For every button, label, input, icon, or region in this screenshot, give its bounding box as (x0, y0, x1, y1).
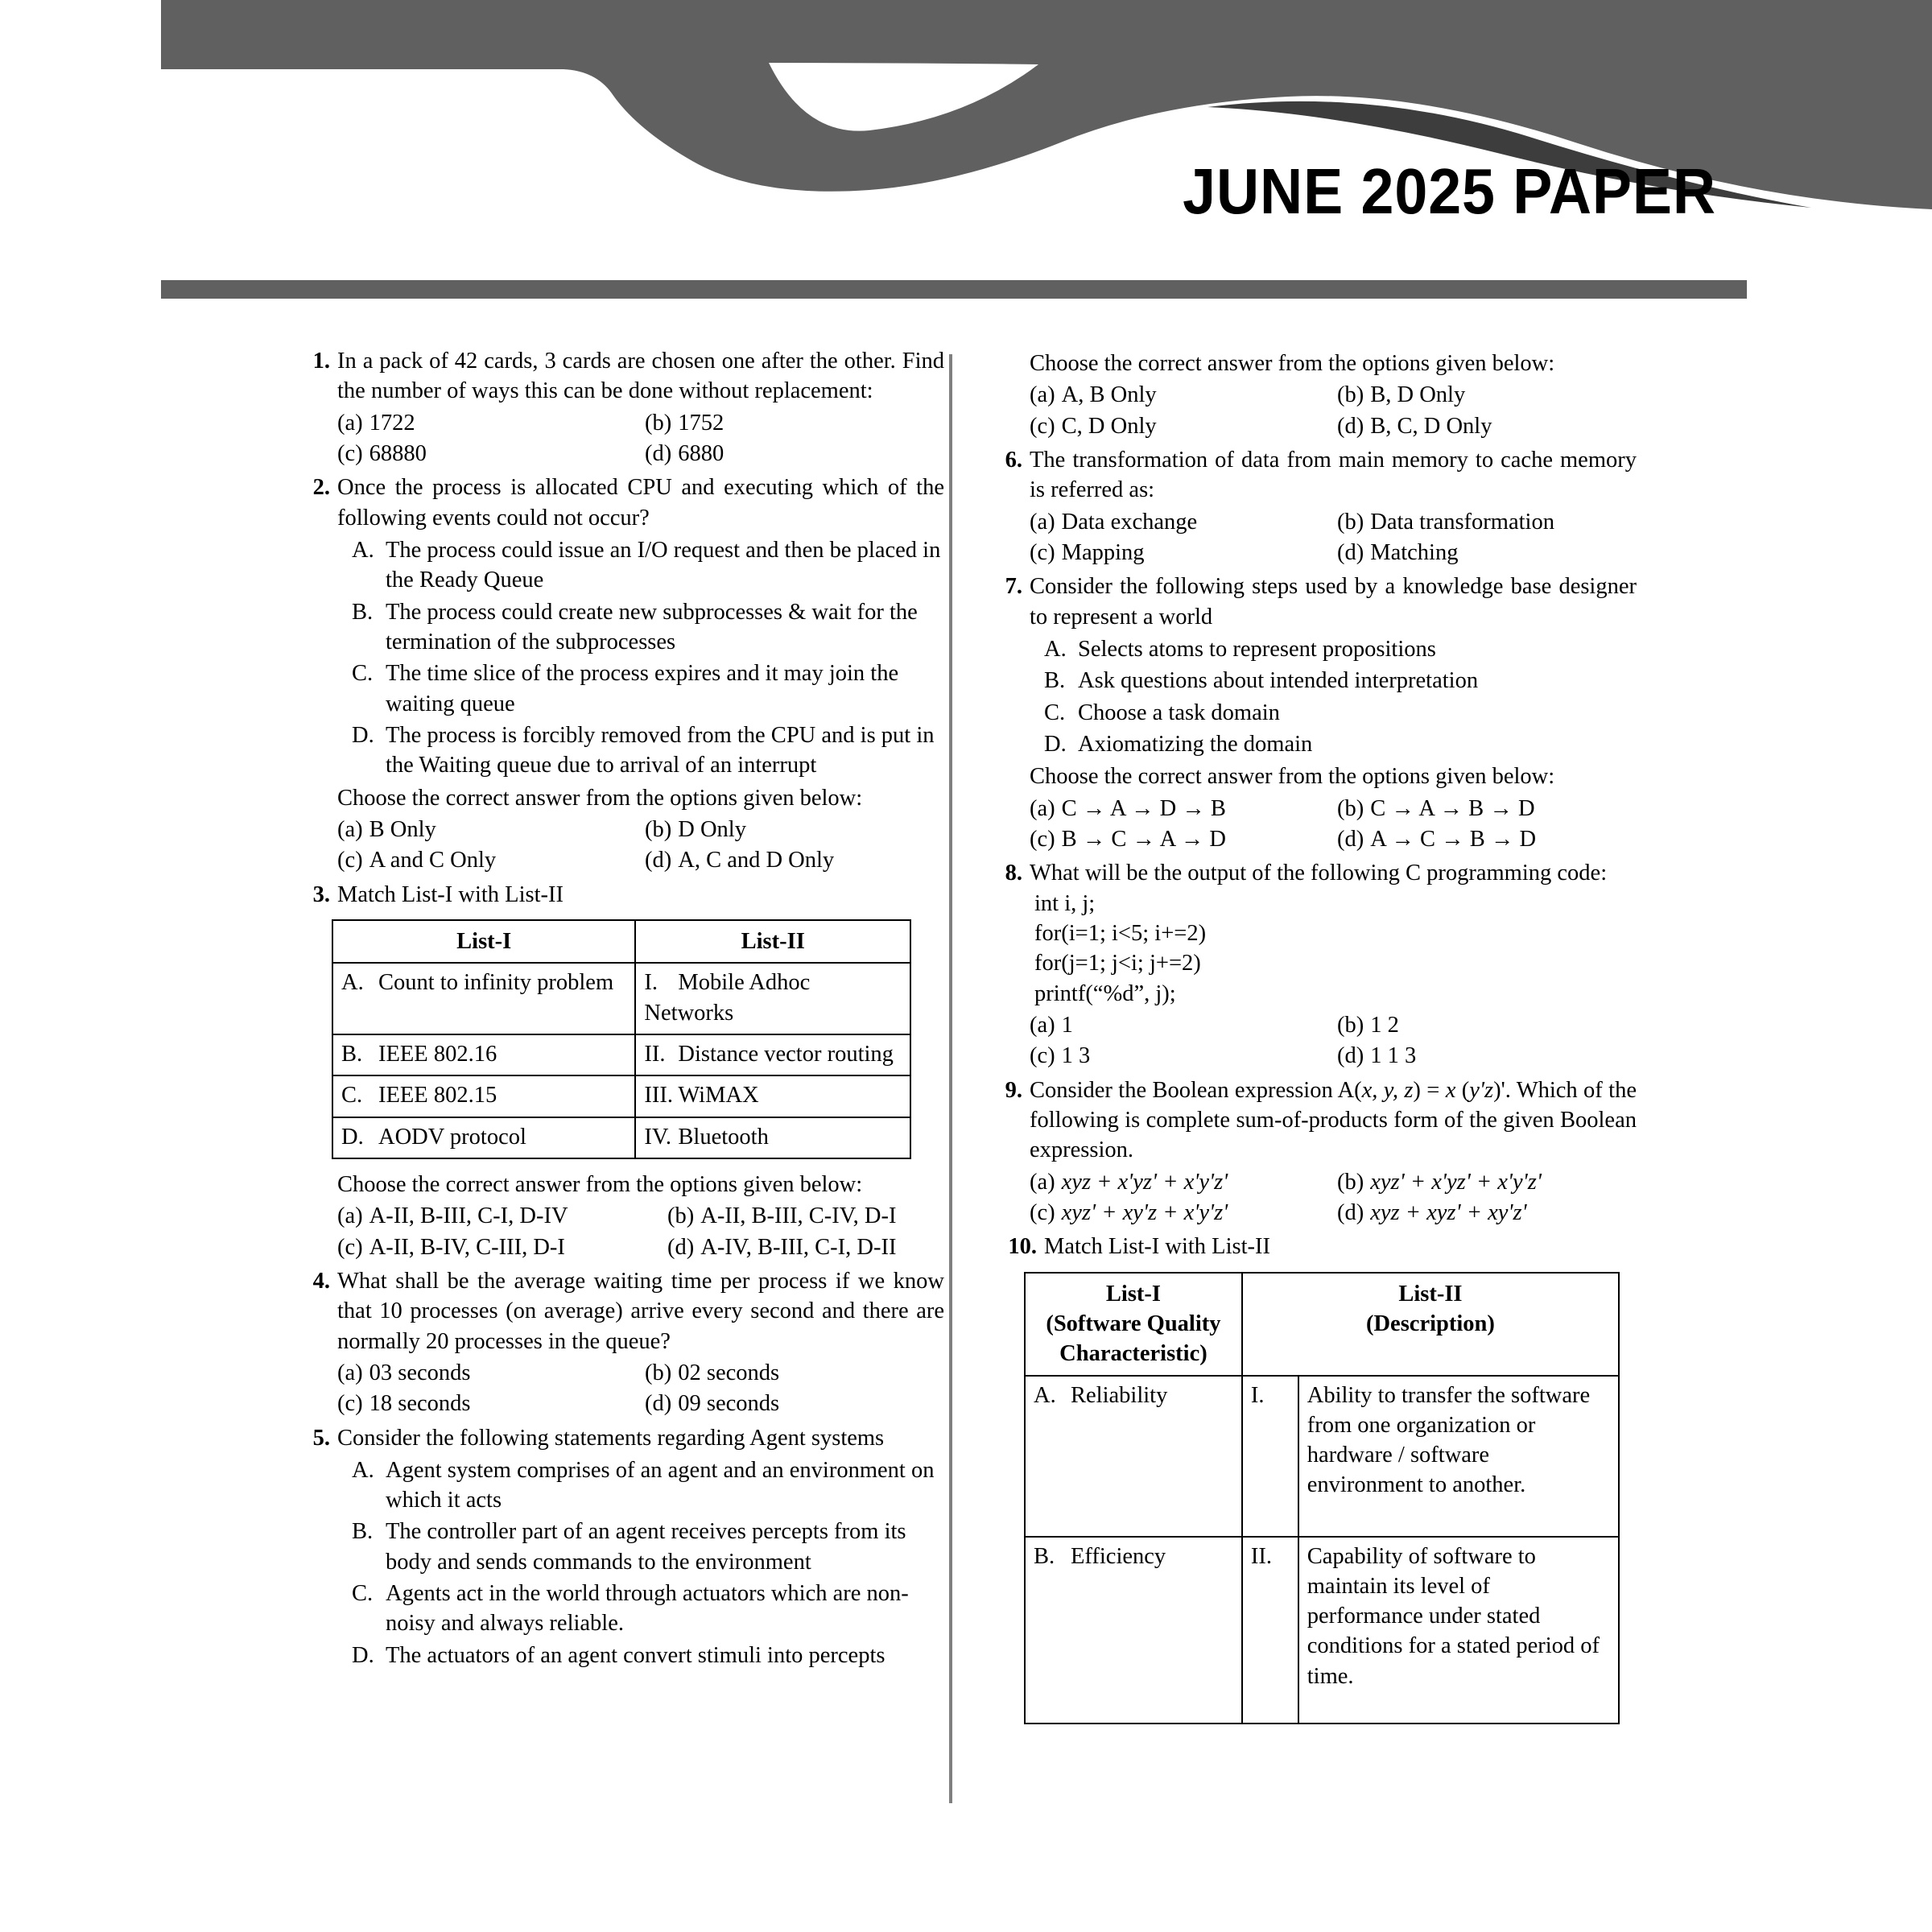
option-b[interactable] (667, 1201, 944, 1231)
statement-label: B. (352, 599, 374, 625)
statement-label: A. (352, 1457, 374, 1483)
option-value: 1 1 3 (1370, 1043, 1417, 1069)
option-a[interactable] (1030, 794, 1329, 824)
table-cell-left (332, 963, 635, 1034)
option-key: (d) (1337, 1043, 1364, 1069)
column-header-list-ii (1242, 1273, 1619, 1376)
option-value: 1722 (369, 410, 415, 436)
options-grid (1030, 507, 1637, 568)
statement-text: The controller part of an agent receives percepts from its body and sends commands to the environment (386, 1519, 906, 1575)
row-text: Efficiency (1071, 1543, 1166, 1569)
option-d[interactable] (1337, 538, 1637, 568)
row-label: II. (644, 1041, 666, 1067)
option-c[interactable] (337, 845, 637, 875)
choose-answer-line: Choose the correct answer from the options given below: (337, 785, 863, 811)
statement-item (352, 1455, 944, 1516)
right-column (997, 346, 1637, 1732)
option-c[interactable] (1030, 411, 1329, 441)
option-key: (c) (337, 848, 363, 873)
question-stem: Consider the following statements regarding Agent systems (337, 1425, 885, 1451)
option-key: (a) (1030, 795, 1055, 821)
option-d[interactable] (645, 1389, 944, 1418)
question-5-continued (997, 346, 1637, 441)
statement-item (1044, 634, 1637, 664)
table-cell-left (332, 1117, 635, 1158)
statement-label: A. (1044, 636, 1067, 662)
option-d[interactable] (645, 845, 944, 875)
option-a[interactable] (337, 1358, 637, 1388)
option-value: 09 seconds (678, 1391, 780, 1417)
option-d[interactable] (1337, 1198, 1637, 1228)
header-divider-rule (161, 280, 1747, 299)
option-value: xyz + x'yz' + x'y'z' (1061, 1169, 1228, 1195)
option-key: (a) (337, 1203, 363, 1229)
question-stem: What shall be the average waiting time per process if we know that 10 processes (on average) arrive every second and there are normally 20 processes in the queue? (337, 1268, 944, 1354)
option-value: B, D Only (1370, 382, 1466, 408)
question-number: 2. (312, 475, 330, 501)
option-c[interactable] (337, 1232, 659, 1262)
statement-label: B. (352, 1519, 374, 1545)
stem-variables: x, y, z (1361, 1077, 1414, 1103)
option-key: (b) (1337, 382, 1364, 408)
question-9 (997, 1075, 1637, 1228)
question-number: 5. (312, 1425, 330, 1451)
option-key: (b) (1337, 1169, 1364, 1195)
table-cell-right (635, 963, 910, 1034)
question-8 (997, 858, 1637, 1071)
row-label: A. (1034, 1382, 1056, 1408)
table-cell-right (635, 1117, 910, 1158)
option-c[interactable] (1030, 824, 1329, 854)
option-key: (a) (1030, 1012, 1055, 1038)
option-b[interactable] (1337, 1167, 1637, 1197)
statement-text: Agent system comprises of an agent and an environment on which it acts (386, 1457, 935, 1513)
table-row (332, 963, 910, 1034)
options-grid (337, 1358, 944, 1419)
table-cell-left (1025, 1537, 1242, 1724)
statement-item (352, 1641, 944, 1670)
statement-item (352, 658, 944, 719)
option-value: C → A → B → D (1370, 795, 1535, 821)
option-c[interactable] (1030, 1198, 1329, 1228)
question-7 (997, 572, 1637, 854)
option-value: A-II, B-III, C-I, D-IV (369, 1203, 568, 1229)
option-key: (d) (1337, 413, 1364, 439)
statement-list (1030, 634, 1637, 759)
option-c[interactable] (1030, 538, 1329, 568)
code-line: for(i=1; i<5; i+=2) (1034, 920, 1207, 946)
header-line: Characteristic) (1059, 1341, 1208, 1367)
option-value: 1 3 (1061, 1043, 1091, 1069)
column-header-list-ii: List-II (635, 920, 910, 963)
question-10 (997, 1232, 1637, 1261)
option-value: Data exchange (1061, 509, 1198, 535)
option-d[interactable] (1337, 824, 1637, 854)
match-table-q3 (332, 919, 911, 1159)
option-a[interactable] (1030, 380, 1329, 410)
question-number: 7. (1005, 574, 1022, 600)
statement-text: Agents act in the world through actuators which are non-noisy and always reliable. (386, 1581, 909, 1637)
options-grid (337, 1201, 944, 1262)
statement-label: D. (352, 722, 374, 748)
option-d[interactable] (1337, 1041, 1637, 1071)
question-number: 1. (312, 349, 330, 374)
option-value: Data transformation (1370, 509, 1554, 535)
statement-text: Ask questions about intended interpretation (1078, 668, 1479, 694)
statement-item (1044, 698, 1637, 728)
option-d[interactable] (1337, 411, 1637, 441)
option-b[interactable] (645, 815, 944, 844)
option-key: (b) (645, 410, 672, 436)
statement-label: D. (352, 1642, 374, 1668)
table-cell-left (332, 1075, 635, 1117)
option-key: (c) (1030, 413, 1055, 439)
row-text: IEEE 802.16 (378, 1041, 497, 1067)
page-content (0, 346, 1932, 1876)
option-key: (b) (645, 816, 672, 842)
question-stem: The transformation of data from main memory to cache memory is referred as: (1030, 447, 1637, 503)
option-value: A-II, B-IV, C-III, D-I (369, 1234, 565, 1260)
question-stem: What will be the output of the following C programming code: (1030, 861, 1608, 886)
table-cell-right (635, 1034, 910, 1075)
option-d[interactable] (645, 439, 944, 469)
option-value: C → A → D → B (1061, 795, 1226, 821)
code-line: printf(“%d”, j); (1034, 980, 1176, 1006)
row-text: IEEE 802.15 (378, 1083, 497, 1108)
option-key: (d) (1337, 1199, 1364, 1225)
question-number: 9. (1005, 1077, 1022, 1103)
code-line: for(j=1; j<i; j+=2) (1034, 951, 1201, 976)
option-a[interactable] (1030, 1010, 1329, 1040)
option-key: (a) (1030, 509, 1055, 535)
option-key: (a) (1030, 382, 1055, 408)
option-key: (c) (1030, 1199, 1055, 1225)
stem-part: ( (1455, 1077, 1470, 1103)
option-value: A → C → B → D (1370, 826, 1537, 852)
option-key: (a) (337, 410, 363, 436)
row-label: D. (341, 1124, 364, 1150)
option-key: (b) (667, 1203, 695, 1229)
question-number: 4. (312, 1268, 330, 1294)
table-cell-roman: I. (1242, 1376, 1298, 1537)
page-header (0, 0, 1932, 322)
option-key: (d) (1337, 826, 1364, 852)
row-text: Bluetooth (678, 1124, 769, 1150)
option-b[interactable] (645, 408, 944, 438)
options-grid (1030, 1010, 1637, 1071)
row-text: Count to infinity problem (378, 970, 614, 996)
option-value: A, B Only (1061, 382, 1157, 408)
row-label: B. (1034, 1543, 1055, 1569)
row-label: IV. (644, 1124, 671, 1150)
options-grid (337, 815, 944, 876)
table-row (332, 1075, 910, 1117)
option-value: 1 (1061, 1012, 1073, 1038)
row-label: III. (644, 1083, 674, 1108)
options-grid (1030, 380, 1637, 441)
statement-item (352, 1579, 944, 1639)
option-value: 68880 (369, 440, 427, 466)
option-key: (d) (645, 1391, 672, 1417)
table-cell-right: Capability of software to maintain its level of performance under stated conditions for a stated period of time. (1298, 1537, 1619, 1724)
statement-text: The actuators of an agent convert stimuli into percepts (386, 1642, 886, 1668)
question-number: 8. (1005, 861, 1022, 886)
statement-text: The time slice of the process expires and it may join the waiting queue (386, 661, 899, 716)
option-c[interactable] (337, 439, 637, 469)
option-key: (c) (1030, 826, 1055, 852)
statement-label: A. (352, 537, 374, 563)
header-line: List-II (1398, 1281, 1463, 1307)
header-line: (Software Quality (1046, 1311, 1221, 1336)
table-row (1025, 1537, 1619, 1724)
options-grid (337, 408, 944, 469)
row-text: WiMAX (678, 1083, 759, 1108)
statement-text: Axiomatizing the domain (1078, 731, 1313, 757)
row-text: Reliability (1071, 1382, 1168, 1408)
question-stem: In a pack of 42 cards, 3 cards are chosen one after the other. Find the number of ways this can be done without replacement: (337, 349, 944, 404)
stem-variables: y'z (1469, 1077, 1494, 1103)
question-number: 3. (312, 881, 330, 907)
option-key: (c) (1030, 1043, 1055, 1069)
option-key: (c) (337, 1391, 363, 1417)
option-c[interactable] (1030, 1041, 1329, 1071)
stem-part: ) = (1413, 1077, 1446, 1103)
statement-text: The process is forcibly removed from the CPU and is put in the Waiting queue due to arrival of an interrupt (386, 722, 935, 778)
choose-answer-line: Choose the correct answer from the options given below: (1030, 351, 1555, 376)
stem-part: Consider the Boolean expression A( (1030, 1077, 1362, 1103)
option-value: B, C, D Only (1370, 413, 1492, 439)
table-row (332, 1117, 910, 1158)
option-value: A, C and D Only (678, 848, 835, 873)
option-key: (d) (1337, 539, 1364, 565)
statement-text: Selects atoms to represent propositions (1078, 636, 1436, 662)
statement-text: Choose a task domain (1078, 700, 1280, 725)
row-text: Mobile Adhoc Networks (644, 970, 811, 1026)
option-key: (b) (1337, 509, 1364, 535)
table-row (332, 1034, 910, 1075)
statement-text: The process could create new subprocesses & wait for the termination of the subprocesses (386, 599, 918, 654)
question-stem: Match List-I with List-II (1044, 1234, 1270, 1260)
statement-label: C. (1044, 700, 1066, 725)
option-value: xyz' + xy'z + x'y'z' (1061, 1199, 1228, 1225)
column-divider (949, 354, 952, 1803)
question-stem: Match List-I with List-II (337, 881, 564, 907)
column-header-list-i: List-I (332, 920, 635, 963)
statement-label: C. (352, 661, 374, 687)
option-b[interactable] (1337, 380, 1637, 410)
stem-part: )'. Which of the following is complete sum-of-products form of the given Boolean expression. (1030, 1077, 1637, 1163)
column-header-list-i (1025, 1273, 1242, 1376)
option-value: 6880 (678, 440, 724, 466)
options-grid (1030, 1167, 1637, 1228)
option-value: xyz + xyz' + xy'z' (1370, 1199, 1527, 1225)
table-header-row (332, 920, 910, 963)
match-table-q10 (1024, 1272, 1620, 1724)
table-header-row (1025, 1273, 1619, 1376)
question-6 (997, 445, 1637, 568)
row-label: A. (341, 970, 364, 996)
option-a[interactable] (1030, 507, 1329, 537)
option-key: (d) (667, 1234, 695, 1260)
code-block (1030, 889, 1637, 1009)
table-cell-left (1025, 1376, 1242, 1537)
option-c[interactable] (337, 1389, 637, 1418)
option-key: (a) (337, 1360, 363, 1385)
option-value: 03 seconds (369, 1360, 471, 1385)
option-a[interactable] (1030, 1167, 1329, 1197)
statement-item (352, 597, 944, 658)
question-4 (304, 1266, 944, 1419)
option-a[interactable] (337, 408, 637, 438)
option-b[interactable] (645, 1358, 944, 1388)
left-column (304, 346, 944, 1676)
question-number: 10. (1008, 1234, 1037, 1260)
question-2 (304, 473, 944, 875)
option-value: Mapping (1061, 539, 1145, 565)
statement-label: D. (1044, 731, 1067, 757)
table-row (1025, 1376, 1619, 1537)
option-key: (b) (1337, 1012, 1364, 1038)
option-key: (b) (1337, 795, 1364, 821)
row-label: C. (341, 1083, 363, 1108)
row-label: B. (341, 1041, 363, 1067)
option-value: 1 2 (1370, 1012, 1399, 1038)
options-grid (1030, 794, 1637, 855)
option-value: B Only (369, 816, 436, 842)
option-value: 02 seconds (678, 1360, 780, 1385)
statement-item (1044, 729, 1637, 759)
statement-item (352, 1517, 944, 1577)
option-value: A and C Only (369, 848, 497, 873)
option-value: D Only (678, 816, 746, 842)
option-value: xyz' + x'yz' + x'y'z' (1370, 1169, 1542, 1195)
option-value: A-IV, B-III, C-I, D-II (700, 1234, 897, 1260)
choose-answer-line: Choose the correct answer from the options given below: (337, 1171, 863, 1197)
statement-item (352, 535, 944, 596)
option-key: (b) (645, 1360, 672, 1385)
option-value: 18 seconds (369, 1391, 471, 1417)
option-d[interactable] (667, 1232, 944, 1262)
option-key: (c) (1030, 539, 1055, 565)
option-key: (c) (337, 1234, 363, 1260)
statement-item (1044, 666, 1637, 696)
row-label: I. (644, 970, 658, 996)
row-text: AODV protocol (378, 1124, 526, 1150)
choose-answer-line: Choose the correct answer from the options given below: (1030, 764, 1555, 790)
stem-variables: x (1445, 1077, 1456, 1103)
option-a[interactable] (337, 1201, 659, 1231)
question-3 (304, 880, 944, 910)
question-5 (304, 1423, 944, 1673)
statement-label: B. (1044, 668, 1066, 694)
question-1 (304, 346, 944, 469)
question-stem: Once the process is allocated CPU and executing which of the following events could not occur? (337, 475, 944, 530)
option-key: (c) (337, 440, 363, 466)
statement-item (352, 720, 944, 781)
question-number: 6. (1005, 447, 1022, 473)
header-line: List-I (1105, 1281, 1161, 1307)
option-key: (a) (1030, 1169, 1055, 1195)
option-value: C, D Only (1061, 413, 1157, 439)
statement-text: The process could issue an I/O request and then be placed in the Ready Queue (386, 537, 941, 593)
option-b[interactable] (1337, 794, 1637, 824)
option-value: 1752 (678, 410, 724, 436)
table-cell-right (635, 1075, 910, 1117)
option-b[interactable] (1337, 507, 1637, 537)
option-a[interactable] (337, 815, 637, 844)
statement-list (337, 535, 944, 781)
code-line: int i, j; (1034, 890, 1096, 916)
statement-label: C. (352, 1581, 374, 1607)
table-cell-roman: II. (1242, 1537, 1298, 1724)
question-stem: Consider the following steps used by a knowledge base designer to represent a world (1030, 574, 1637, 630)
option-value: A-II, B-III, C-IV, D-I (700, 1203, 897, 1229)
question-stem (1030, 1075, 1637, 1166)
table-cell-left (332, 1034, 635, 1075)
option-key: (d) (645, 848, 672, 873)
header-line: (Description) (1365, 1311, 1495, 1336)
row-text: Distance vector routing (678, 1041, 894, 1067)
option-value: Matching (1370, 539, 1459, 565)
option-key: (a) (337, 816, 363, 842)
statement-list (337, 1455, 944, 1670)
table-cell-right: Ability to transfer the software from one organization or hardware / software environment to another. (1298, 1376, 1619, 1537)
option-value: B → C → A → D (1061, 826, 1226, 852)
page-title: JUNE 2025 PAPER (1183, 155, 1716, 227)
option-b[interactable] (1337, 1010, 1637, 1040)
option-key: (d) (645, 440, 672, 466)
